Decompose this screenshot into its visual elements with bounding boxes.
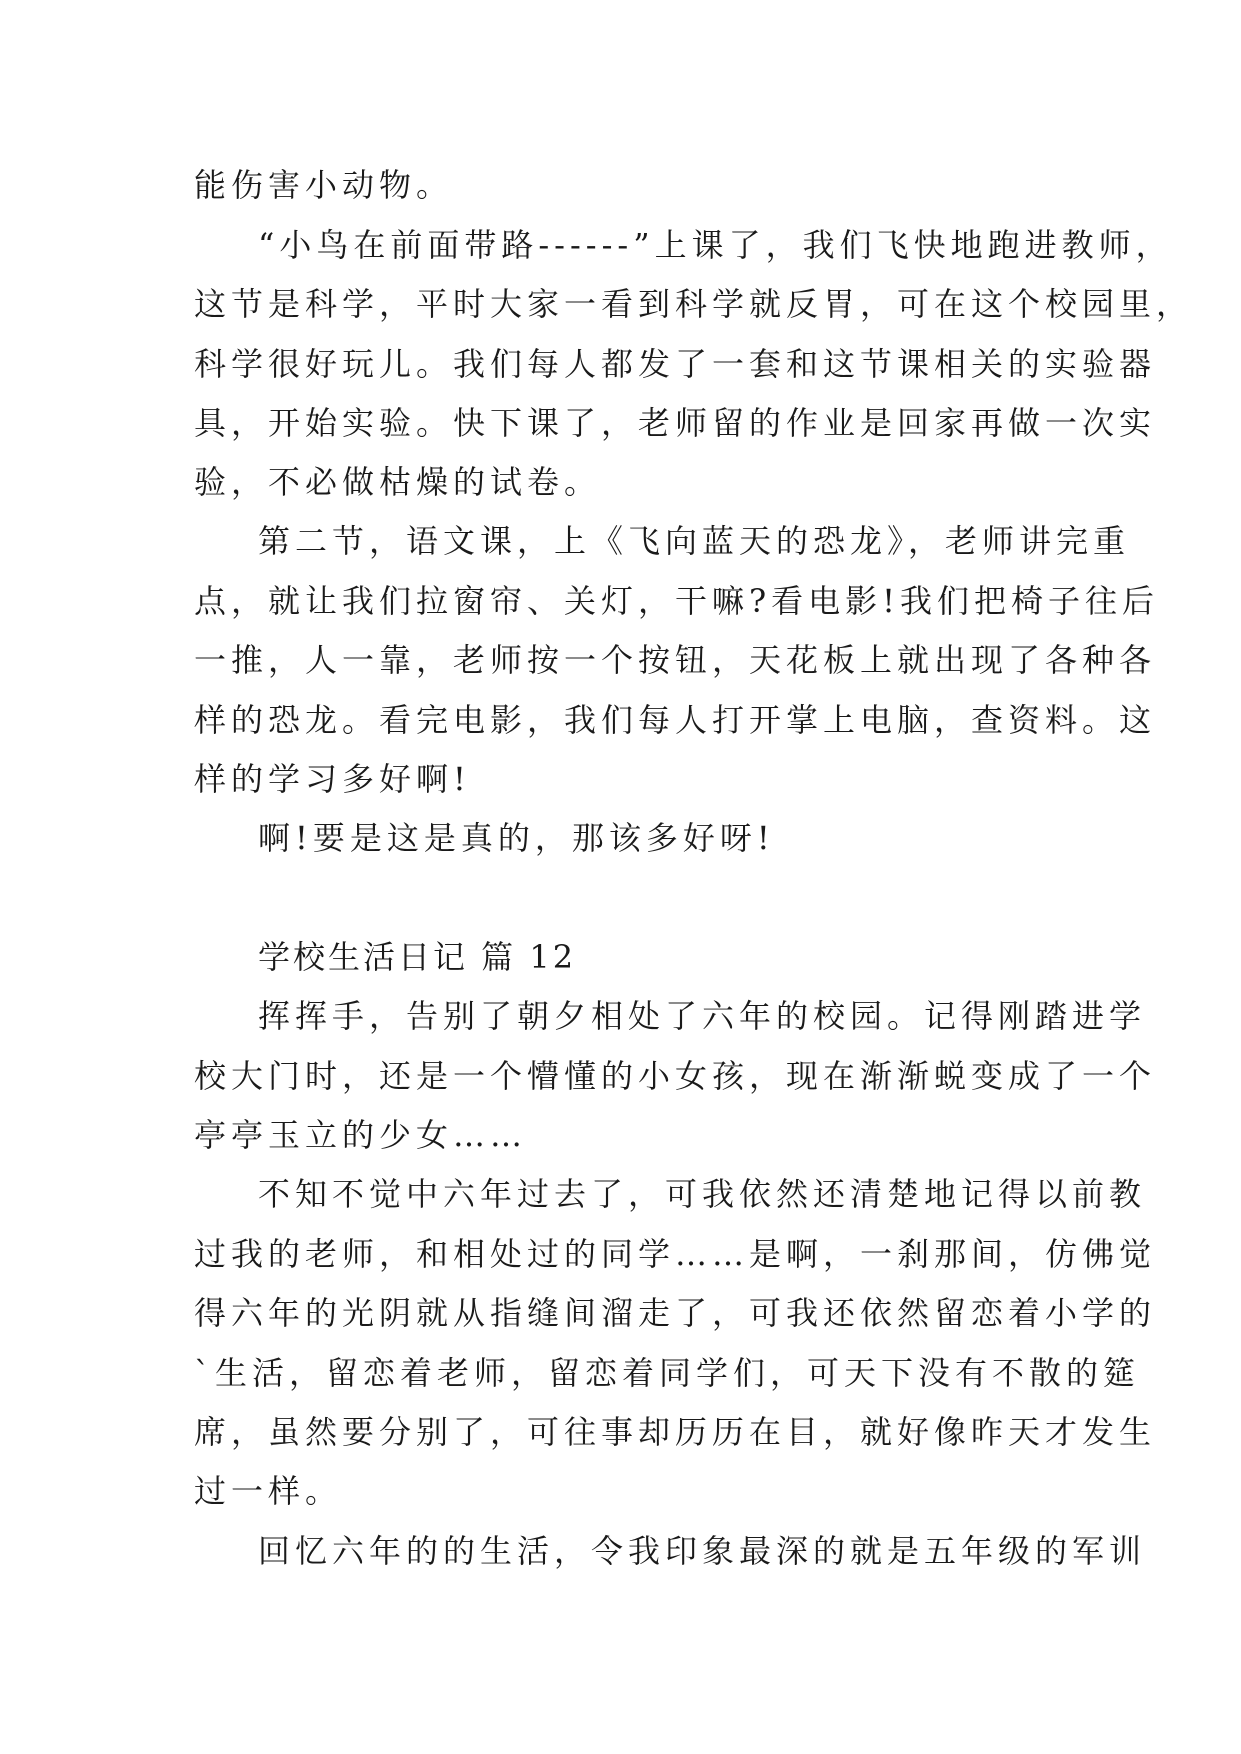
text-line: `生活，留恋着老师，留恋着同学们，可天下没有不散的筵 (194, 1354, 1141, 1392)
text-line: 样的学习多好啊! (194, 760, 471, 798)
text-line: 席，虽然要分别了，可往事却历历在目，就好像昨天才发生 (194, 1413, 1157, 1451)
text-line: 能伤害小动物。 (194, 166, 454, 204)
text-line: 一推，人一靠，老师按一个按钮，天花板上就出现了各种各 (194, 641, 1157, 679)
text-line: 验，不必做枯燥的试卷。 (194, 463, 602, 501)
text-line: 这节是科学，平时大家一看到科学就反胃，可在这个校园里， (194, 285, 1194, 323)
text-line: 第二节，语文课，上《飞向蓝天的恐龙》，老师讲完重 (258, 522, 1131, 560)
text-line: 啊!要是这是真的，那该多好呀! (258, 819, 775, 857)
text-line: 过我的老师，和相处过的同学……是啊，一刹那间，仿佛觉 (194, 1235, 1157, 1273)
text-line: 校大门时，还是一个懵懂的小女孩，现在渐渐蜕变成了一个 (194, 1057, 1157, 1095)
text-line: 科学很好玩儿。我们每人都发了一套和这节课相关的实验器 (194, 345, 1157, 383)
text-line: 点，就让我们拉窗帘、关灯，干嘛?看电影!我们把椅子往后 (194, 582, 1160, 620)
text-line: 样的恐龙。看完电影，我们每人打开掌上电脑，查资料。这 (194, 701, 1157, 739)
text-line: 挥挥手，告别了朝夕相处了六年的校园。记得刚踏进学 (258, 997, 1147, 1035)
text-line: 不知不觉中六年过去了，可我依然还清楚地记得以前教 (258, 1175, 1147, 1213)
text-line: 具，开始实验。快下课了，老师留的作业是回家再做一次实 (194, 404, 1157, 442)
section-heading: 学校生活日记 篇 12 (258, 938, 577, 976)
text-line: 亭亭玉立的少女…… (194, 1116, 528, 1154)
text-line: 过一样。 (194, 1472, 343, 1510)
text-line: “小鸟在前面带路------”上课了，我们飞快地跑进教师， (258, 226, 1173, 264)
text-line: 回忆六年的的生活，令我印象最深的就是五年级的军训 (258, 1532, 1147, 1570)
text-line: 得六年的光阴就从指缝间溜走了，可我还依然留恋着小学的 (194, 1294, 1157, 1332)
